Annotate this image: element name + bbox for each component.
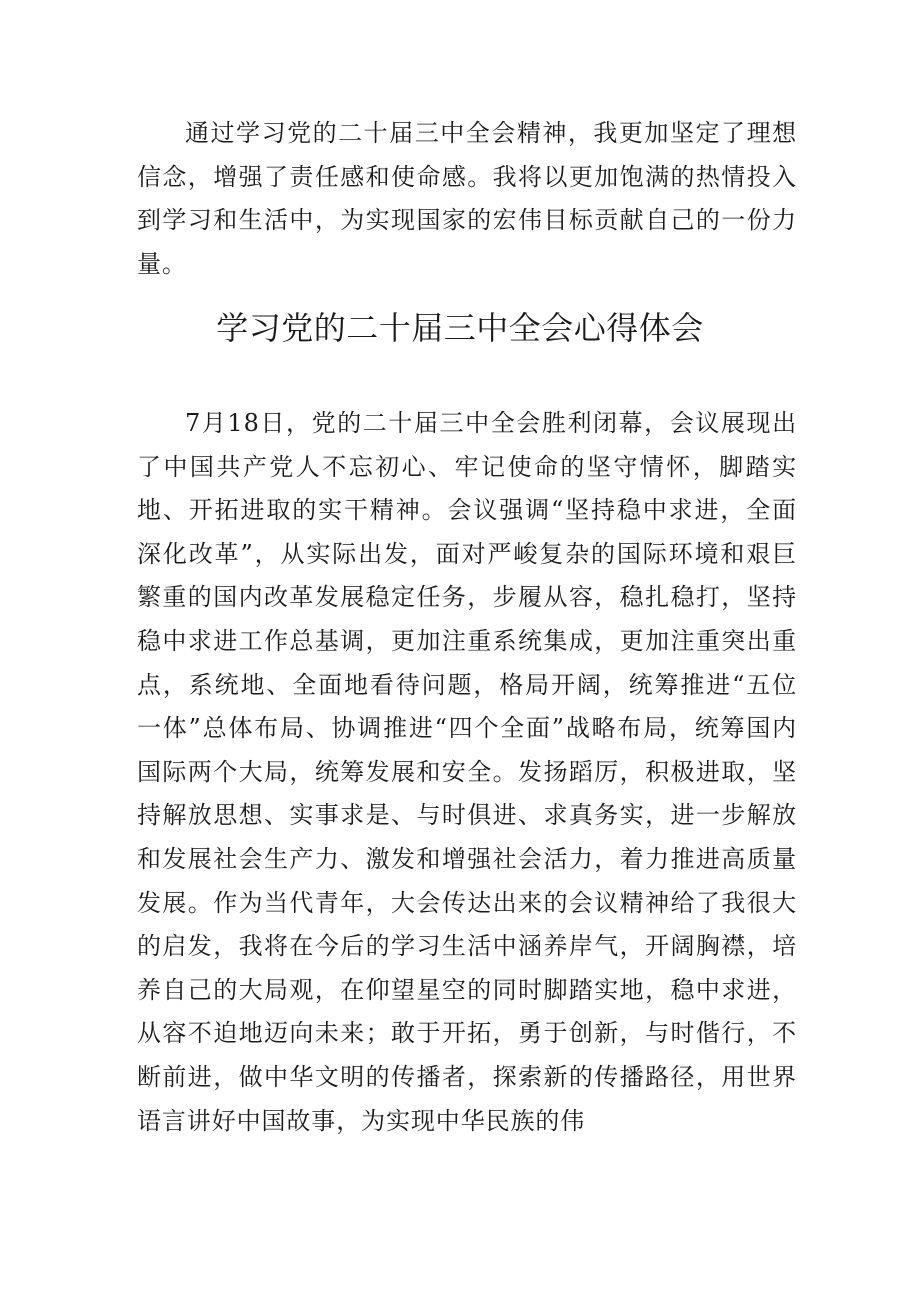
body-paragraph: 7月18日，党的二十届三中全会胜利闭幕，会议展现出了中国共产党人不忘初心、牢记使命的坚守情怀，脚踏实地、开拓进取的实干精神。会议强调“坚持稳中求进，全面深化改革”，从实际出发，面对严峻复杂的国际环境和艰巨繁重的国内改革发展稳定任务，步履从容，稳扎稳打，坚持稳中求进工作总基调，更加注重系统集成，更加注重突出重点，系统地、全面地看待问题，格局开阔，统筹推进“五位一体”总体布局、协调推进“四个全面”战略布局，统筹国内国际两个大局，统筹发展和安全。发扬蹈厉，积极进取，坚持解放思想、实事求是、与时俱进、求真务实，进一步解放和发展社会生产力、激发和增强社会活力，着力推进高质量发展。作为当代青年，大会传达出来的会议精神给了我很大的启发，我将在今后的学习生活中涵养岸气，开阔胸襟，培养自己的大局观，在仰望星空的同时脚踏实地，稳中求进，从容不迫地迈向未来；敢于开拓，勇于创新，与时偕行，不断前进，做中华文明的传播者，探索新的传播路径，用世界语言讲好中国故事，为实现中华民族的伟 [137, 409, 797, 1135]
intro-paragraph: 通过学习党的二十届三中全会精神，我更加坚定了理想信念，增强了责任感和使命感。我将以更加饱满的热情投入到学习和生活中，为实现国家的宏伟目标贡献自己的一份力量。 [137, 119, 797, 278]
article-title: 学习党的二十届三中全会心得体会 [216, 309, 704, 347]
